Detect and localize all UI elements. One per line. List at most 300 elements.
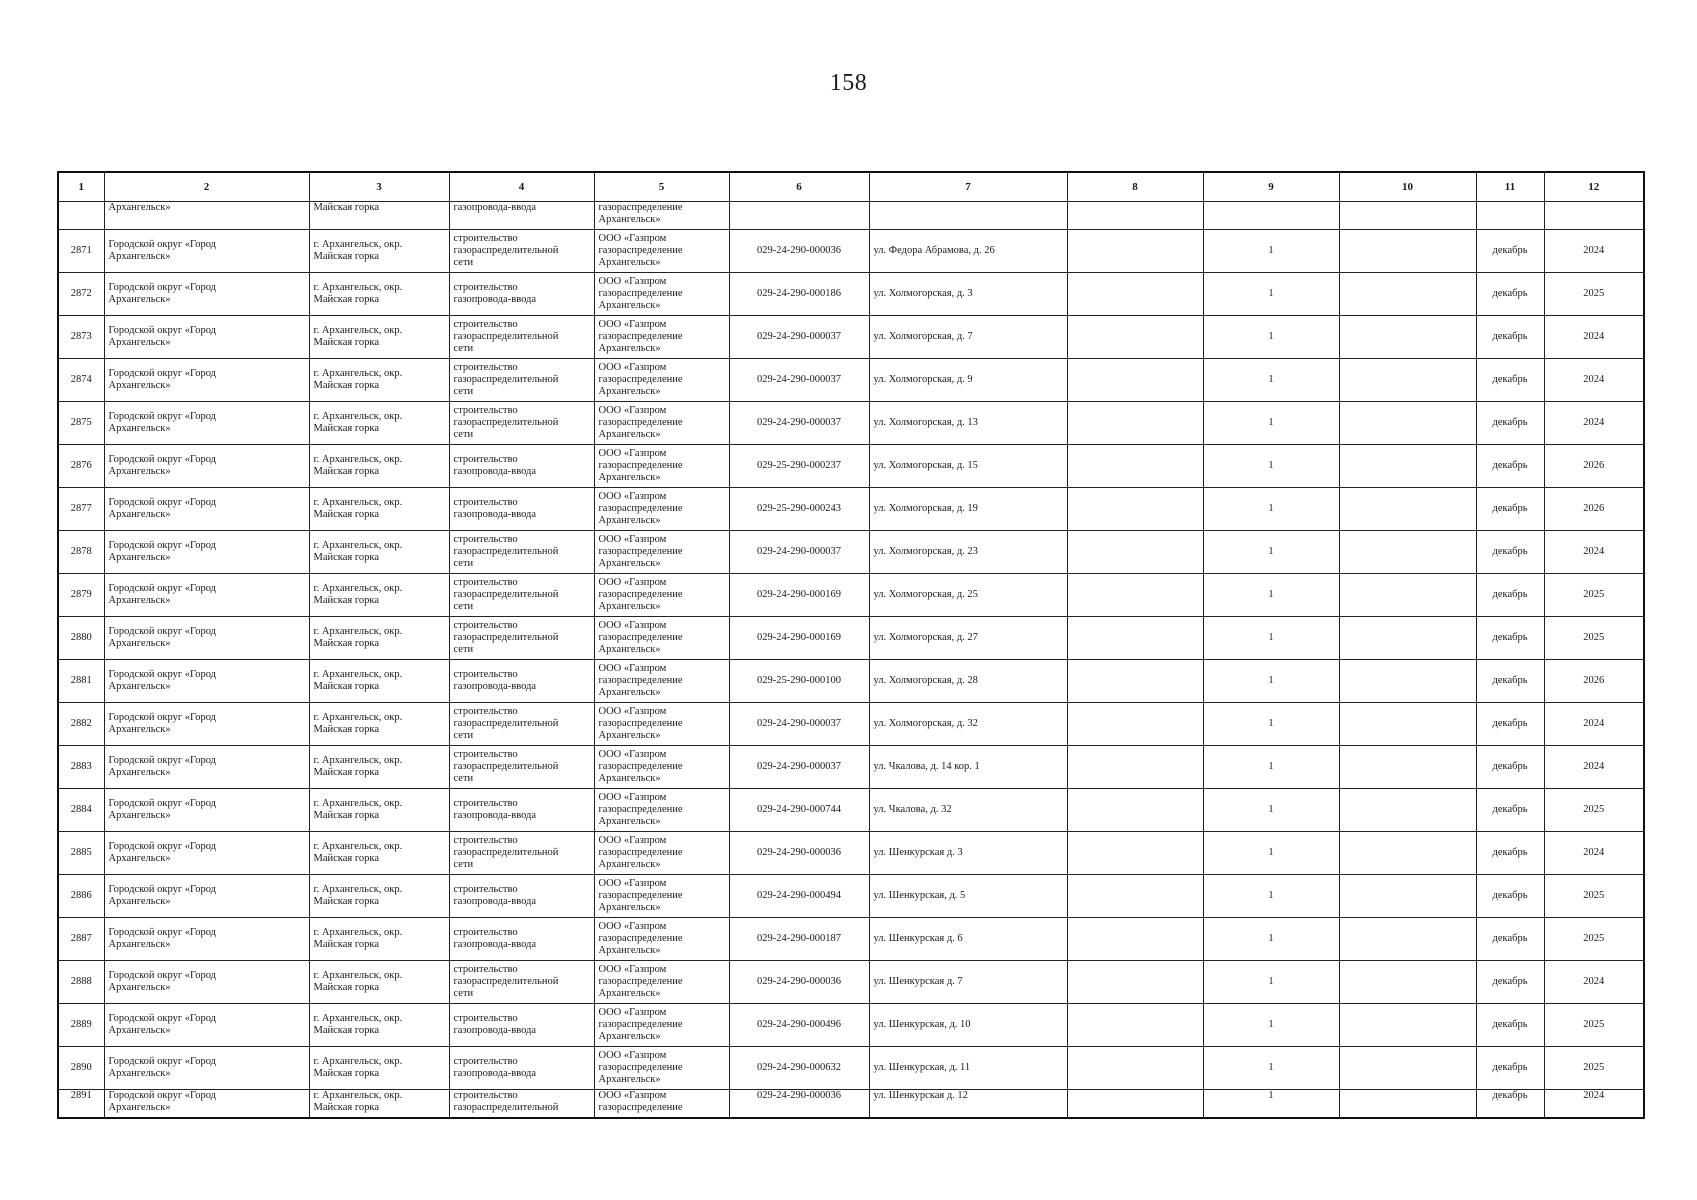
cell-year: 2024 — [1544, 531, 1644, 574]
cell-cadastral: 029-24-290-000187 — [729, 918, 869, 961]
cell-address: ул. Шенкурская, д. 10 — [869, 1004, 1067, 1047]
cell-municipality-line: Городской округ «Город — [108, 884, 216, 895]
cell-col-10 — [1339, 1090, 1476, 1119]
cell-work-type — [449, 1090, 594, 1119]
cell-locality-line: Майская горка — [313, 896, 379, 907]
cell-organization-line: ООО «Газпром — [598, 921, 667, 932]
cell-cadastral: 029-25-290-000100 — [729, 660, 869, 703]
cell-locality-line: г. Архангельск, окр. — [313, 798, 403, 809]
cell-organization — [594, 488, 729, 531]
cell-organization-line: газораспределение — [598, 847, 683, 858]
table-row — [58, 961, 1644, 1004]
cell-locality-line: Майская горка — [313, 1068, 379, 1079]
cell-locality-line: Майская горка — [313, 724, 379, 735]
cell-work-type-line: строительство — [453, 835, 518, 846]
cell-locality — [309, 875, 449, 918]
cell-municipality-line: Архангельск» — [108, 724, 171, 735]
cell-locality-line: г. Архангельск, окр. — [313, 626, 403, 637]
cell-work-type — [449, 402, 594, 445]
cell-number: 2891 — [58, 1090, 104, 1119]
cell-col-8 — [1067, 660, 1203, 703]
cell-col-10 — [1339, 961, 1476, 1004]
cell-number: 2884 — [58, 789, 104, 832]
cell-municipality — [104, 789, 309, 832]
cell-organization-line: газораспределение — [598, 1102, 683, 1113]
cell-organization — [594, 703, 729, 746]
cell-work-type-line: газопровода-ввода — [453, 1068, 537, 1079]
table-row — [58, 273, 1644, 316]
cell-work-type-line: строительство — [453, 749, 518, 760]
cell-municipality-line: Городской округ «Город — [108, 368, 216, 379]
cell-work-type-line: строительство — [453, 362, 518, 373]
cell-col-10 — [1339, 617, 1476, 660]
cell-organization-line: ООО «Газпром — [598, 577, 667, 588]
cell-municipality — [104, 875, 309, 918]
cell-work-type-line: газопровода-ввода — [453, 509, 537, 520]
cell-number: 2874 — [58, 359, 104, 402]
cell-organization-line: ООО «Газпром — [598, 620, 667, 631]
cell-work-type — [449, 617, 594, 660]
cell-organization-line: газораспределение — [598, 976, 683, 987]
cell-work-type — [449, 531, 594, 574]
cell-municipality-line: Городской округ «Город — [108, 841, 216, 852]
cell-locality — [309, 273, 449, 316]
cell-locality-line: г. Архангельск, окр. — [313, 454, 403, 465]
cell-work-type-line: газораспределительной — [453, 417, 559, 428]
cell-address: ул. Холмогорская, д. 27 — [869, 617, 1067, 660]
cell-count: 1 — [1203, 531, 1339, 574]
table-row — [58, 832, 1644, 875]
cell-municipality-line: Архангельск» — [108, 982, 171, 993]
cell-municipality — [104, 1090, 309, 1119]
cell-work-type-line: газораспределительной — [453, 1102, 559, 1113]
cell-work-type — [449, 1047, 594, 1090]
cell-locality-line: Майская горка — [313, 982, 379, 993]
cell-cadastral: 029-24-290-000496 — [729, 1004, 869, 1047]
cell-locality — [309, 402, 449, 445]
cell-locality-line: Майская горка — [313, 1102, 379, 1113]
cell-organization-line: газораспределение — [598, 890, 683, 901]
cell-work-type-line: газораспределительной — [453, 546, 559, 557]
cell-locality-line: г. Архангельск, окр. — [313, 1013, 403, 1024]
cell-organization-line: Архангельск» — [598, 902, 661, 913]
cell-municipality — [104, 359, 309, 402]
cell-work-type-line: строительство — [453, 620, 518, 631]
cell-organization-line: газораспределение — [598, 374, 683, 385]
cell-locality — [309, 961, 449, 1004]
cell-col-10 — [1339, 1047, 1476, 1090]
cell-municipality — [104, 617, 309, 660]
table-row — [58, 531, 1644, 574]
cell-year: 2024 — [1544, 402, 1644, 445]
cell-year: 2024 — [1544, 703, 1644, 746]
cell-address: ул. Холмогорская, д. 25 — [869, 574, 1067, 617]
cell-work-type — [449, 488, 594, 531]
table-row — [58, 445, 1644, 488]
cell-locality — [309, 789, 449, 832]
cell-cadastral: 029-24-290-000036 — [729, 961, 869, 1004]
cell-number: 2882 — [58, 703, 104, 746]
cell-locality — [309, 531, 449, 574]
cell-municipality — [104, 273, 309, 316]
cell-col-10 — [1339, 202, 1476, 230]
cell-col-10 — [1339, 875, 1476, 918]
cell-organization-line: Архангельск» — [598, 386, 661, 397]
cell-month: декабрь — [1476, 789, 1544, 832]
cell-cadastral: 029-24-290-000037 — [729, 531, 869, 574]
cell-municipality-line: Архангельск» — [108, 1102, 171, 1113]
cell-locality-line: Майская горка — [313, 552, 379, 563]
cell-organization — [594, 202, 729, 230]
cell-work-type — [449, 961, 594, 1004]
column-header-4: 4 — [449, 172, 594, 202]
cell-col-10 — [1339, 746, 1476, 789]
cell-organization — [594, 660, 729, 703]
cell-year: 2025 — [1544, 273, 1644, 316]
cell-municipality-line: Городской округ «Город — [108, 1090, 216, 1101]
cell-col-10 — [1339, 402, 1476, 445]
column-header-10: 10 — [1339, 172, 1476, 202]
cell-locality-line: г. Архангельск, окр. — [313, 282, 403, 293]
cell-work-type — [449, 1004, 594, 1047]
cell-municipality-line: Архангельск» — [108, 810, 171, 821]
cell-col-8 — [1067, 1090, 1203, 1119]
cell-number — [58, 202, 104, 230]
cell-locality — [309, 316, 449, 359]
cell-address: ул. Холмогорская, д. 28 — [869, 660, 1067, 703]
cell-count: 1 — [1203, 875, 1339, 918]
table-row — [58, 660, 1644, 703]
cell-month: декабрь — [1476, 402, 1544, 445]
cell-organization-line: газораспределение — [598, 245, 683, 256]
cell-organization-line: газораспределение — [598, 460, 683, 471]
cell-number: 2886 — [58, 875, 104, 918]
table-row — [58, 230, 1644, 273]
cell-organization-line: Архангельск» — [598, 515, 661, 526]
cell-work-type — [449, 359, 594, 402]
cell-organization-line: Архангельск» — [598, 257, 661, 268]
cell-organization-line: газораспределение — [598, 675, 683, 686]
column-header-5: 5 — [594, 172, 729, 202]
cell-organization — [594, 230, 729, 273]
table-row — [58, 316, 1644, 359]
cell-work-type — [449, 273, 594, 316]
cell-year: 2024 — [1544, 359, 1644, 402]
cell-work-type-line: газопровода-ввода — [453, 681, 537, 692]
cell-work-type-line: строительство — [453, 319, 518, 330]
cell-work-type-line: сети — [453, 730, 474, 741]
cell-organization-line: газораспределение — [598, 417, 683, 428]
cell-address: ул. Шенкурская д. 6 — [869, 918, 1067, 961]
cell-municipality-line: Городской округ «Город — [108, 798, 216, 809]
cell-municipality-line: Городской округ «Город — [108, 1013, 216, 1024]
cell-organization-line: ООО «Газпром — [598, 663, 667, 674]
column-header-12: 12 — [1544, 172, 1644, 202]
cell-work-type — [449, 574, 594, 617]
cell-municipality — [104, 961, 309, 1004]
cell-cadastral: 029-24-290-000186 — [729, 273, 869, 316]
cell-locality-line: Майская горка — [313, 423, 379, 434]
cell-locality — [309, 918, 449, 961]
cell-year: 2024 — [1544, 230, 1644, 273]
cell-col-8 — [1067, 273, 1203, 316]
cell-count: 1 — [1203, 488, 1339, 531]
cell-col-8 — [1067, 359, 1203, 402]
cell-locality-line: Майская горка — [313, 294, 379, 305]
cell-organization-line: ООО «Газпром — [598, 706, 667, 717]
cell-year: 2024 — [1544, 832, 1644, 875]
cell-work-type-line: строительство — [453, 577, 518, 588]
cell-organization-line: Архангельск» — [598, 687, 661, 698]
cell-month: декабрь — [1476, 316, 1544, 359]
table-row — [58, 488, 1644, 531]
cell-col-8 — [1067, 1047, 1203, 1090]
cell-work-type — [449, 875, 594, 918]
cell-month: декабрь — [1476, 875, 1544, 918]
cell-locality-line: Майская горка — [313, 1025, 379, 1036]
cell-work-type-line: сети — [453, 601, 474, 612]
cell-municipality-line: Архангельск» — [108, 294, 171, 305]
cell-organization-line: ООО «Газпром — [598, 405, 667, 416]
cell-organization — [594, 961, 729, 1004]
cell-work-type-line: сети — [453, 257, 474, 268]
cell-organization — [594, 402, 729, 445]
cell-cadastral: 029-24-290-000744 — [729, 789, 869, 832]
cell-organization — [594, 1004, 729, 1047]
cell-work-type-line: газораспределительной — [453, 374, 559, 385]
cell-col-8 — [1067, 316, 1203, 359]
cell-cadastral: 029-25-290-000243 — [729, 488, 869, 531]
cell-locality-line: Майская горка — [313, 466, 379, 477]
cell-work-type — [449, 703, 594, 746]
cell-work-type-line: сети — [453, 343, 474, 354]
cell-work-type-line: строительство — [453, 534, 518, 545]
header-row — [58, 172, 1644, 202]
table-body — [58, 202, 1644, 1119]
cell-locality — [309, 832, 449, 875]
cell-municipality-line: Архангельск» — [108, 939, 171, 950]
cell-col-8 — [1067, 402, 1203, 445]
cell-municipality — [104, 746, 309, 789]
cell-cadastral: 029-25-290-000237 — [729, 445, 869, 488]
cell-locality-line: г. Архангельск, окр. — [313, 368, 403, 379]
cell-year: 2025 — [1544, 789, 1644, 832]
cell-locality-line: г. Архангельск, окр. — [313, 583, 403, 594]
cell-municipality-line: Городской округ «Город — [108, 712, 216, 723]
cell-year: 2024 — [1544, 746, 1644, 789]
cell-col-8 — [1067, 202, 1203, 230]
cell-address: ул. Холмогорская, д. 9 — [869, 359, 1067, 402]
cell-organization — [594, 316, 729, 359]
cell-organization-line: Архангельск» — [598, 1074, 661, 1085]
cell-year: 2024 — [1544, 961, 1644, 1004]
cell-col-10 — [1339, 359, 1476, 402]
cell-month: декабрь — [1476, 488, 1544, 531]
cell-count: 1 — [1203, 445, 1339, 488]
cell-organization-line: газораспределение — [598, 202, 683, 213]
cell-address: ул. Холмогорская, д. 3 — [869, 273, 1067, 316]
table-row — [58, 617, 1644, 660]
cell-locality-line: г. Архангельск, окр. — [313, 884, 403, 895]
cell-locality — [309, 617, 449, 660]
cell-work-type-line: строительство — [453, 1013, 518, 1024]
cell-number: 2881 — [58, 660, 104, 703]
cell-count: 1 — [1203, 961, 1339, 1004]
cell-work-type-line: газопровода-ввода — [453, 294, 537, 305]
cell-locality-line: г. Архангельск, окр. — [313, 669, 403, 680]
cell-work-type-line: газораспределительной — [453, 331, 559, 342]
cell-locality-line: Майская горка — [313, 380, 379, 391]
cell-locality — [309, 359, 449, 402]
cell-municipality — [104, 316, 309, 359]
cell-municipality-line: Городской округ «Город — [108, 540, 216, 551]
cell-locality — [309, 660, 449, 703]
cell-organization — [594, 617, 729, 660]
cell-col-8 — [1067, 746, 1203, 789]
cell-organization-line: ООО «Газпром — [598, 319, 667, 330]
cell-year: 2026 — [1544, 488, 1644, 531]
cell-municipality-line: Городской округ «Город — [108, 454, 216, 465]
cell-address: ул. Шенкурская д. 3 — [869, 832, 1067, 875]
cell-municipality-line: Архангельск» — [108, 595, 171, 606]
cell-col-8 — [1067, 445, 1203, 488]
cell-municipality-line: Архангельск» — [108, 509, 171, 520]
cell-address: ул. Шенкурская, д. 11 — [869, 1047, 1067, 1090]
cell-work-type-line: сети — [453, 429, 474, 440]
cell-col-6 — [729, 202, 869, 230]
column-header-2: 2 — [104, 172, 309, 202]
cell-col-8 — [1067, 617, 1203, 660]
cell-col-8 — [1067, 531, 1203, 574]
cell-address: ул. Холмогорская, д. 13 — [869, 402, 1067, 445]
cell-col-8 — [1067, 703, 1203, 746]
cell-month: декабрь — [1476, 445, 1544, 488]
cell-col-8 — [1067, 918, 1203, 961]
cell-col-8 — [1067, 875, 1203, 918]
cell-municipality — [104, 918, 309, 961]
cell-number: 2880 — [58, 617, 104, 660]
cell-cadastral: 029-24-290-000036 — [729, 230, 869, 273]
cell-locality-line: г. Архангельск, окр. — [313, 540, 403, 551]
cell-count: 1 — [1203, 316, 1339, 359]
cell-count: 1 — [1203, 402, 1339, 445]
cell-col-8 — [1067, 1004, 1203, 1047]
cell-locality — [309, 1090, 449, 1119]
cell-locality — [309, 1047, 449, 1090]
cell-work-type-line: газораспределительной — [453, 718, 559, 729]
cell-number: 2883 — [58, 746, 104, 789]
cell-locality-line: г. Архангельск, окр. — [313, 239, 403, 250]
cell-address: ул. Холмогорская, д. 23 — [869, 531, 1067, 574]
cell-organization — [594, 445, 729, 488]
cell-number: 2890 — [58, 1047, 104, 1090]
cell-organization-line: Архангельск» — [598, 214, 661, 225]
cell-organization-line: ООО «Газпром — [598, 534, 667, 545]
cell-locality-line: Майская горка — [313, 939, 379, 950]
cell-locality-line: г. Архангельск, окр. — [313, 755, 403, 766]
cell-month: декабрь — [1476, 832, 1544, 875]
cell-municipality-line: Архангельск» — [108, 552, 171, 563]
cell-municipality-line: Городской округ «Город — [108, 497, 216, 508]
cell-organization-line: газораспределение — [598, 761, 683, 772]
cell-cadastral: 029-24-290-000036 — [729, 1090, 869, 1119]
table-row-continuation — [58, 202, 1644, 230]
cell-municipality-line: Архангельск» — [108, 767, 171, 778]
page-number: 158 — [829, 70, 868, 96]
cell-month: декабрь — [1476, 1090, 1544, 1119]
cell-cadastral: 029-24-290-000037 — [729, 316, 869, 359]
cell-locality-line: г. Архангельск, окр. — [313, 927, 403, 938]
cell-work-type-line: строительство — [453, 798, 518, 809]
cell-organization — [594, 574, 729, 617]
column-header-11: 11 — [1476, 172, 1544, 202]
cell-year: 2025 — [1544, 918, 1644, 961]
cell-work-type-line: строительство — [453, 927, 518, 938]
cell-work-type-line: сети — [453, 644, 474, 655]
cell-municipality-line: Архангельск» — [108, 1025, 171, 1036]
table-row — [58, 1047, 1644, 1090]
cell-locality-line: Майская горка — [313, 681, 379, 692]
cell-locality-line: Майская горка — [313, 853, 379, 864]
cell-col-10 — [1339, 660, 1476, 703]
cell-work-type-line: строительство — [453, 1056, 518, 1067]
table-row-last — [58, 1090, 1644, 1119]
cell-locality-line: Майская горка — [313, 251, 379, 262]
cell-locality-line: г. Архангельск, окр. — [313, 1056, 403, 1067]
cell-municipality-line: Городской округ «Город — [108, 1056, 216, 1067]
cell-organization — [594, 1090, 729, 1119]
cell-locality-line: г. Архангельск, окр. — [313, 497, 403, 508]
cell-work-type-line: газораспределительной — [453, 761, 559, 772]
cell-municipality — [104, 531, 309, 574]
cell-count: 1 — [1203, 660, 1339, 703]
cell-col-10 — [1339, 1004, 1476, 1047]
cell-municipality-line: Архангельск» — [108, 337, 171, 348]
cell-col-11 — [1476, 202, 1544, 230]
cell-locality — [309, 1004, 449, 1047]
cell-organization-line: ООО «Газпром — [598, 835, 667, 846]
cell-organization-line: Архангельск» — [598, 300, 661, 311]
cell-organization-line: газораспределение — [598, 718, 683, 729]
cell-address: ул. Шенкурская д. 7 — [869, 961, 1067, 1004]
cell-count: 1 — [1203, 746, 1339, 789]
cell-number: 2879 — [58, 574, 104, 617]
cell-count: 1 — [1203, 1047, 1339, 1090]
cell-work-type — [449, 660, 594, 703]
column-header-6: 6 — [729, 172, 869, 202]
cell-locality-line: Майская горка — [313, 202, 379, 213]
cell-locality-line: Майская горка — [313, 638, 379, 649]
cell-locality-line: г. Архангельск, окр. — [313, 712, 403, 723]
cell-month: декабрь — [1476, 961, 1544, 1004]
cell-municipality — [104, 832, 309, 875]
cell-municipality — [104, 445, 309, 488]
cell-organization-line: газораспределение — [598, 331, 683, 342]
cell-organization-line: ООО «Газпром — [598, 964, 667, 975]
cell-locality-line: г. Архангельск, окр. — [313, 325, 403, 336]
cell-col-8 — [1067, 230, 1203, 273]
cell-organization — [594, 789, 729, 832]
cell-organization-line: ООО «Газпром — [598, 448, 667, 459]
cell-municipality — [104, 402, 309, 445]
cell-count: 1 — [1203, 703, 1339, 746]
cell-count: 1 — [1203, 1090, 1339, 1119]
cell-work-type-line: сети — [453, 773, 474, 784]
cell-month: декабрь — [1476, 918, 1544, 961]
cell-municipality — [104, 703, 309, 746]
cell-year: 2026 — [1544, 660, 1644, 703]
cell-municipality — [104, 1047, 309, 1090]
